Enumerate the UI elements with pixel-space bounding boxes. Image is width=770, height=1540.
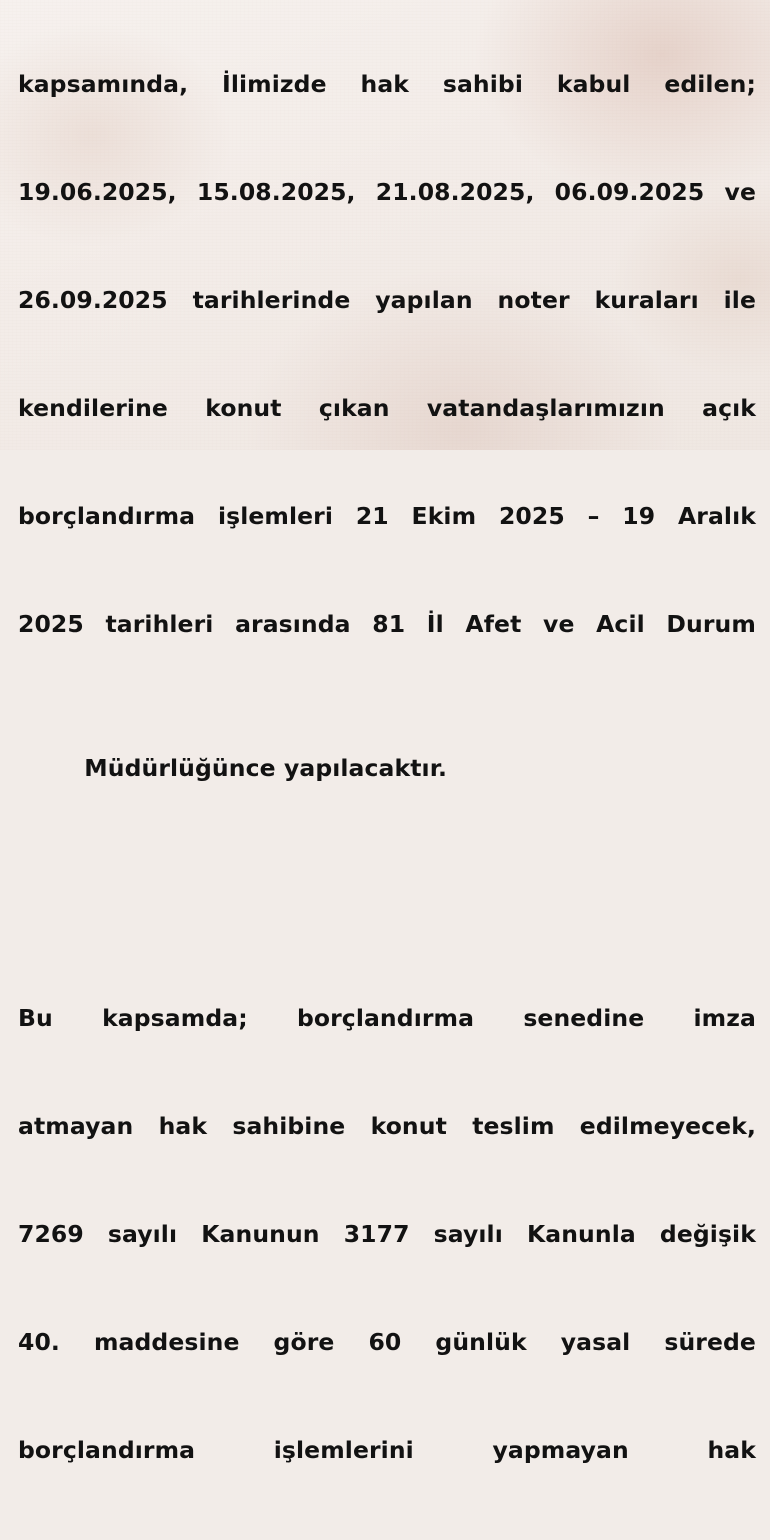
- word: sürede: [664, 1328, 756, 1356]
- word: sayılı: [433, 1220, 503, 1248]
- word: yapmayan: [492, 1436, 629, 1464]
- line-text: Müdürlüğünce yapılacaktır.: [84, 754, 448, 782]
- word: işlemlerini: [273, 1436, 414, 1464]
- word: 15.08.2025,: [196, 178, 356, 206]
- word: arasında: [235, 610, 351, 638]
- word: konut: [205, 394, 282, 422]
- word: ile: [723, 286, 756, 314]
- paragraph-1-line-2: [18, 174, 756, 210]
- word: 26.09.2025: [18, 286, 168, 314]
- word: kapsamda;: [102, 1004, 248, 1032]
- word: Afet: [465, 610, 522, 638]
- word: ve: [543, 610, 575, 638]
- word: maddesine: [93, 1328, 240, 1356]
- paragraph-1-line-5: [18, 498, 756, 534]
- word: 40.: [18, 1328, 60, 1356]
- word: işlemleri: [217, 502, 334, 530]
- word: yasal: [560, 1328, 631, 1356]
- paragraph-1-line-3: [18, 282, 756, 318]
- word: kuraları: [594, 286, 699, 314]
- word: imza: [693, 1004, 756, 1032]
- word: 06.09.2025: [554, 178, 705, 206]
- paragraph-1: [18, 0, 756, 894]
- word: edilmeyecek,: [579, 1112, 756, 1140]
- word: 3177: [343, 1220, 410, 1248]
- word: konut: [370, 1112, 447, 1140]
- word: hak: [158, 1112, 208, 1140]
- word: sahibi: [442, 70, 523, 98]
- word: teslim: [472, 1112, 555, 1140]
- word: Durum: [666, 610, 756, 638]
- paragraph-2-line-5: [18, 1432, 756, 1468]
- word: 2025: [18, 610, 84, 638]
- word: açık: [702, 394, 756, 422]
- word: 19.06.2025,: [18, 178, 177, 206]
- word: Acil: [596, 610, 645, 638]
- paragraph-2-line-3: [18, 1216, 756, 1252]
- word: çıkan: [318, 394, 390, 422]
- word: değişik: [659, 1220, 756, 1248]
- word: 2025: [498, 502, 565, 530]
- paragraph-1-line-4: [18, 390, 756, 426]
- word: İl: [426, 610, 444, 638]
- word: Kanunla: [526, 1220, 636, 1248]
- paragraph-2: [18, 928, 756, 1540]
- paragraph-2-line-2: [18, 1108, 756, 1144]
- word: atmayan: [18, 1112, 134, 1140]
- word: sahibine: [232, 1112, 346, 1140]
- word: Kanunun: [201, 1220, 320, 1248]
- word: kapsamında,: [18, 70, 189, 98]
- word: edilen;: [664, 70, 756, 98]
- word: sayılı: [107, 1220, 178, 1248]
- word: borçlandırma: [296, 1004, 475, 1032]
- word: İlimizde: [222, 70, 327, 98]
- word: vatandaşlarımızın: [426, 394, 665, 422]
- word: noter: [497, 286, 570, 314]
- word: 60: [368, 1328, 402, 1356]
- word: kendilerine: [18, 394, 168, 422]
- word: kabul: [556, 70, 631, 98]
- word: Ekim: [411, 502, 477, 530]
- word: 21: [355, 502, 389, 530]
- paragraph-1-line-7: [18, 714, 756, 822]
- document-body: [18, 0, 756, 1464]
- word: tarihlerinde: [192, 286, 351, 314]
- word: hak: [360, 70, 410, 98]
- word: günlük: [435, 1328, 527, 1356]
- word: 21.08.2025,: [375, 178, 535, 206]
- word: –: [587, 502, 600, 530]
- paragraph-1-line-6: [18, 606, 756, 642]
- paragraph-1-line-1: [18, 66, 756, 102]
- word: borçlandırma: [18, 1436, 196, 1464]
- paragraph-2-line-1: [18, 1000, 756, 1036]
- word: 81: [372, 610, 406, 638]
- word: senedine: [523, 1004, 645, 1032]
- word: Aralık: [678, 502, 756, 530]
- word: 19: [622, 502, 656, 530]
- word: yapılan: [375, 286, 473, 314]
- word: borçlandırma: [18, 502, 196, 530]
- word: 7269: [18, 1220, 84, 1248]
- word: Bu: [18, 1004, 53, 1032]
- word: ve: [724, 178, 756, 206]
- word: göre: [273, 1328, 335, 1356]
- word: hak: [707, 1436, 756, 1464]
- word: tarihleri: [105, 610, 214, 638]
- paragraph-2-line-4: [18, 1324, 756, 1360]
